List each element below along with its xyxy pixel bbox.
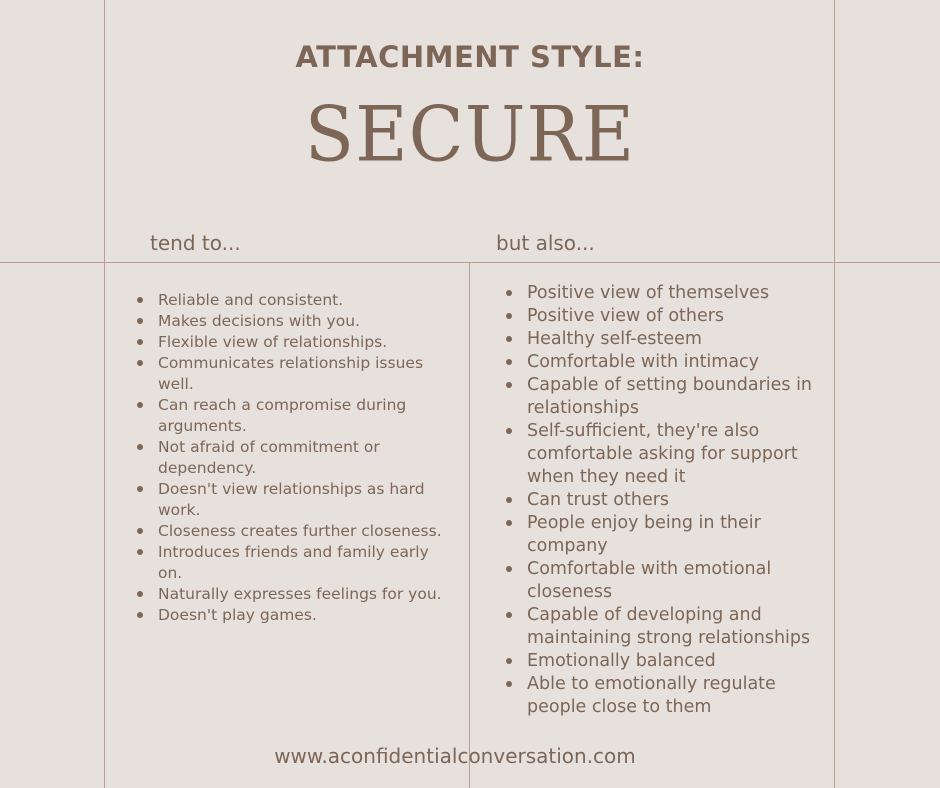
list-item: Capable of developing and maintaining strong relationships [527, 604, 827, 650]
bullet-icon [137, 549, 143, 555]
left-column-heading: tend to... [150, 231, 241, 255]
column-divider [469, 263, 470, 788]
list-item: Comfortable with intimacy [527, 351, 827, 374]
list-item: Comfortable with emotional closeness [527, 558, 827, 604]
bullet-icon [506, 336, 512, 342]
list-item: Positive view of others [527, 305, 827, 328]
bullet-icon [137, 444, 143, 450]
bullet-icon [137, 360, 143, 366]
list-item: People enjoy being in their company [527, 512, 827, 558]
list-item: Positive view of themselves [527, 282, 827, 305]
tend-to-list [158, 290, 448, 626]
list-item: Emotionally balanced [527, 650, 827, 673]
list-item: Doesn't view relationships as hard work. [158, 479, 448, 521]
bullet-icon [506, 566, 512, 572]
bullet-icon [137, 528, 143, 534]
but-also-list [527, 282, 827, 719]
list-item: Introduces friends and family early on. [158, 542, 448, 584]
list-item: Reliable and consistent. [158, 290, 448, 311]
header-divider [0, 262, 940, 263]
bullet-icon [137, 339, 143, 345]
list-item: Naturally expresses feelings for you. [158, 584, 448, 605]
list-item: Capable of setting boundaries in relationships [527, 374, 827, 420]
bullet-icon [137, 612, 143, 618]
bullet-icon [506, 382, 512, 388]
bullet-icon [506, 497, 512, 503]
list-item: Able to emotionally regulate people close to them [527, 673, 827, 719]
bullet-icon [137, 591, 143, 597]
list-item: Flexible view of relationships. [158, 332, 448, 353]
bullet-icon [506, 520, 512, 526]
bullet-icon [506, 313, 512, 319]
bullet-icon [137, 486, 143, 492]
bullet-icon [137, 297, 143, 303]
bullet-icon [137, 402, 143, 408]
style-name: SECURE [304, 89, 636, 179]
bullet-icon [506, 359, 512, 365]
list-item: Can reach a compromise during arguments. [158, 395, 448, 437]
bullet-icon [506, 290, 512, 296]
page-title: ATTACHMENT STYLE: [295, 40, 645, 74]
website-url: www.aconfidentialconversation.com [274, 744, 636, 768]
right-column-heading: but also... [496, 231, 595, 255]
list-item: Not afraid of commitment or dependency. [158, 437, 448, 479]
list-item: Makes decisions with you. [158, 311, 448, 332]
bullet-icon [506, 428, 512, 434]
list-item: Healthy self-esteem [527, 328, 827, 351]
bullet-icon [506, 681, 512, 687]
list-item: Communicates relationship issues well. [158, 353, 448, 395]
bullet-icon [137, 318, 143, 324]
list-item: Closeness creates further closeness. [158, 521, 448, 542]
bullet-icon [506, 612, 512, 618]
list-item: Self-sufficient, they're also comfortable asking for support when they need it [527, 420, 827, 489]
list-item: Can trust others [527, 489, 827, 512]
bullet-icon [506, 658, 512, 664]
list-item: Doesn't play games. [158, 605, 448, 626]
